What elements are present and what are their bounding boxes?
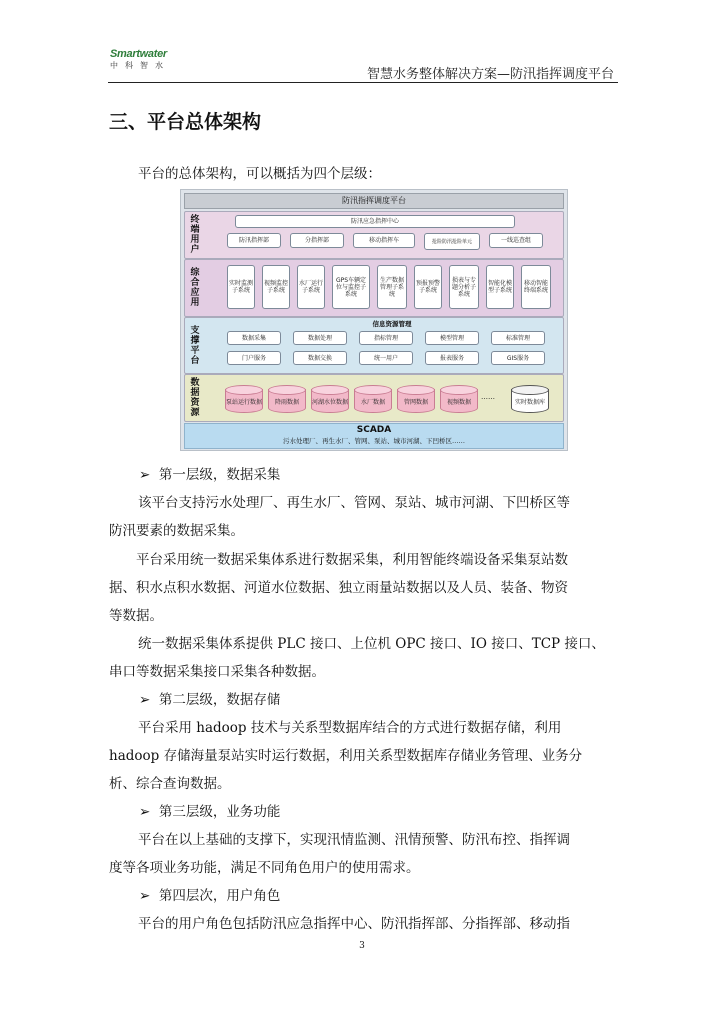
layer-label-char: 端: [190, 225, 200, 235]
layer-terminal-users: [184, 211, 564, 259]
body-line: 平台在以上基础的支撑下，实现汛情监测、汛情预警、防汛布控、指挥调: [138, 832, 570, 848]
data-cylinder-label: 视频数据: [446, 398, 471, 406]
bullet-icon: ➢: [139, 467, 151, 483]
section-bullet-2: [139, 688, 280, 708]
data-cylinder: [354, 385, 392, 413]
bullet-icon: ➢: [139, 804, 151, 820]
layer-label-char: 数: [190, 378, 200, 388]
data-cylinder-realtime: [511, 385, 549, 413]
data-cylinder: [225, 385, 263, 413]
data-cylinder: [311, 385, 349, 413]
layer-support-platform: [184, 317, 564, 374]
body-line: 串口等数据采集接口采集各种数据。: [109, 664, 325, 680]
data-cylinder-label: 水厂数据: [360, 398, 385, 406]
user-box: 一线巡查组: [489, 233, 543, 248]
scada-subtitle: 污水处理厂、再生水厂、管网、泵站、城市河湖、下凹桥区……: [283, 437, 465, 445]
layer-label-char: 用: [190, 298, 200, 308]
support-box: 模型管理: [425, 331, 479, 345]
layer-label-char: 终: [190, 215, 200, 225]
user-box: 抢险防汛抢险单元: [424, 233, 480, 250]
support-box: 数据采集: [227, 331, 281, 345]
user-box: 分指挥部: [290, 233, 344, 248]
scada-bar: [184, 423, 564, 449]
app-box: GPS车辆定位与监控子系统: [332, 265, 370, 309]
app-box: 水厂运行子系统: [297, 265, 325, 309]
layer-label-char: 综: [190, 268, 200, 278]
section-heading: 三、平台总体架构: [109, 111, 262, 133]
body-line: 度等各项业务功能，满足不同角色用户的使用需求。: [109, 860, 420, 876]
app-box: 损表与专题分析子系统: [449, 265, 479, 309]
app-box: 预报预警子系统: [414, 265, 442, 309]
document-header-title: 智慧水务整体解决方案—防汛指挥调度平台: [366, 67, 614, 82]
layer-label-char: 合: [190, 278, 200, 288]
header-divider: [108, 82, 618, 83]
company-logo: [110, 48, 182, 76]
data-cylinder: [440, 385, 478, 413]
layer-label-char: 据: [190, 388, 200, 398]
app-box: 移动智能终端系统: [521, 265, 551, 309]
app-box: 实时监测子系统: [227, 265, 255, 309]
body-line: 等数据。: [109, 608, 163, 624]
layer-label-char: 户: [190, 245, 200, 255]
data-cylinder-label: 管网数据: [403, 398, 428, 406]
app-box: 视频监控子系统: [262, 265, 290, 309]
layer-label-char: 台: [190, 355, 200, 366]
logo-en-text: Smartwater: [110, 48, 167, 60]
section-bullet-1: [139, 463, 280, 483]
layer-label-char: 应: [190, 288, 200, 298]
support-box: 门户服务: [227, 351, 281, 365]
intro-paragraph: 平台的总体架构，可以概括为四个层级：: [138, 166, 381, 182]
data-cylinder: [397, 385, 435, 413]
scada-title: SCADA: [356, 425, 392, 435]
body-line: 防汛要素的数据采集。: [109, 523, 244, 539]
bullet-icon: ➢: [139, 888, 151, 904]
layer-label-char: 资: [190, 398, 200, 408]
page-number: 3: [359, 941, 365, 951]
section-bullet-4: [139, 884, 280, 904]
layer-label: [188, 375, 202, 421]
data-cylinder-label: 河湖水位数据: [311, 398, 348, 406]
data-cylinder-label: 实时数据库: [514, 398, 545, 406]
layer-label-char: 用: [190, 235, 200, 245]
bullet-heading: 第二层级，数据存储: [158, 692, 281, 708]
support-box: 报表服务: [425, 351, 479, 365]
data-cylinder-label: 降雨数据: [274, 398, 299, 406]
support-box: 数据交换: [293, 351, 347, 365]
user-center-box: 防汛应急指挥中心: [235, 215, 515, 228]
body-line: hadoop 存储海量泵站实时运行数据，利用关系型数据库存储业务管理、业务分: [109, 748, 583, 764]
support-box: 标准管理: [491, 331, 545, 345]
body-line: 该平台支持污水处理厂、再生水厂、管网、泵站、城市河湖、下凹桥区等: [138, 495, 570, 511]
user-box: 防汛指挥部: [227, 233, 281, 248]
data-ellipsis: ……: [481, 393, 495, 401]
data-cylinder-label: 泵站运行数据: [225, 398, 262, 406]
user-box: 移动指挥车: [353, 233, 415, 248]
support-title: 信息资源管理: [372, 320, 412, 328]
bullet-heading: 第三层级，业务功能: [158, 804, 281, 820]
layer-label-char: 平: [190, 345, 200, 356]
bullet-heading: 第四层次，用户角色: [158, 888, 281, 904]
body-line: 平台的用户角色包括防汛应急指挥中心、防汛指挥部、分指挥部、移动指: [138, 916, 570, 932]
body-line: 平台采用统一数据采集体系进行数据采集，利用智能终端设备采集泵站数: [136, 552, 568, 568]
layer-applications: [184, 259, 564, 317]
layer-label-char: 撑: [190, 335, 200, 346]
body-line: 据、积水点积水数据、河道水位数据、独立雨量站数据以及人员、装备、物资: [109, 580, 568, 596]
body-line: 统一数据采集体系提供 PLC 接口、上位机 OPC 接口、IO 接口、TCP 接口、: [138, 636, 605, 652]
support-box: 统一用户: [359, 351, 413, 365]
bullet-icon: ➢: [139, 692, 151, 708]
layer-label: [188, 260, 202, 316]
layer-label: [188, 212, 202, 258]
layer-label-char: 源: [190, 408, 200, 418]
layer-label-char: 支: [190, 325, 200, 336]
data-cylinder: [268, 385, 306, 413]
section-bullet-3: [139, 800, 280, 820]
layer-label: [188, 318, 202, 373]
logo-cn-text: 中科智水: [110, 61, 170, 70]
layer-data-resources: [184, 374, 564, 422]
bullet-heading: 第一层级，数据采集: [158, 467, 281, 483]
diagram-title: 防汛指挥调度平台: [184, 193, 564, 209]
support-box: 指标管理: [359, 331, 413, 345]
support-box: 数据处理: [293, 331, 347, 345]
app-box: 智能化模型子系统: [486, 265, 514, 309]
body-line: 析、综合查询数据。: [109, 776, 231, 792]
body-line: 平台采用 hadoop 技术与关系型数据库结合的方式进行数据存储，利用: [138, 720, 562, 736]
app-box: 生产数据管理子系统: [377, 265, 407, 309]
architecture-diagram: [180, 189, 568, 451]
support-box: GIS服务: [491, 351, 545, 365]
